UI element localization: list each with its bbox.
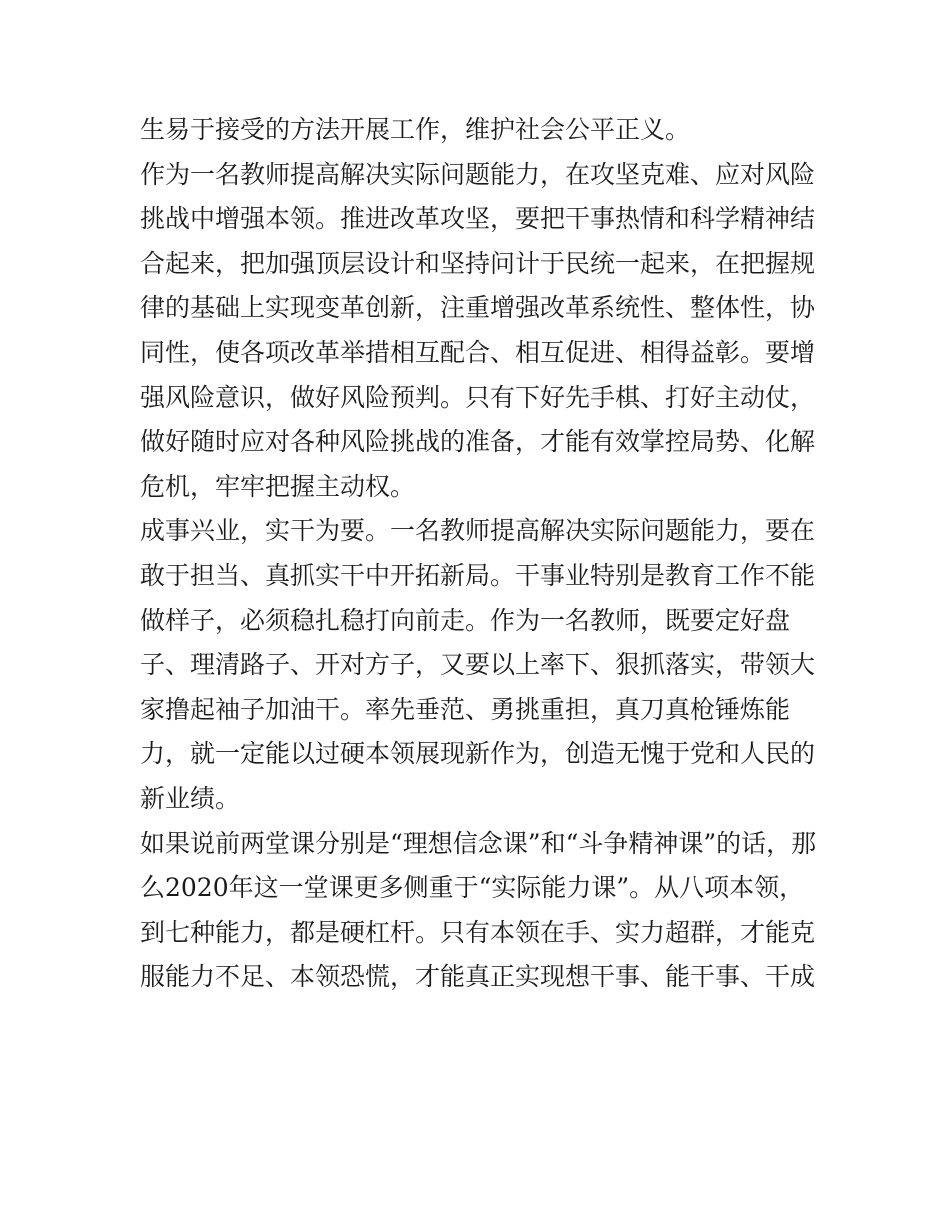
text-line: 生易于接受的方法开展工作，维护社会公平正义。 xyxy=(140,115,691,144)
text-line: 合起来，把加强顶层设计和坚持问计于民统一起来，在把握规 xyxy=(140,248,816,278)
text-line: 作为一名教师提高解决实际问题能力，在攻坚克难、应对风险 xyxy=(140,159,816,189)
paragraph-1 xyxy=(140,108,830,153)
paragraph-3 xyxy=(140,509,830,821)
text-line: 同性，使各项改革举措相互配合、相互促进、相得益彰。要增 xyxy=(140,337,816,367)
text-line: 么2020年这一堂课更多侧重于“实际能力课”。从八项本领， xyxy=(140,873,805,903)
text-line: 危机，牢牢把握主动权。 xyxy=(140,471,416,501)
text-line: 做好随时应对各种风险挑战的准备，才能有效掌控局势、化解 xyxy=(140,427,816,457)
body-text xyxy=(140,108,830,1000)
text-line: 强风险意识，做好风险预判。只有下好先手棋、打好主动仗， xyxy=(140,382,816,412)
text-line: 敢于担当、真抓实干中开拓新局。干事业特别是教育工作不能 xyxy=(140,560,816,590)
text-line: 做样子，必须稳扎稳打向前走。作为一名教师，既要定好盘 xyxy=(140,605,791,635)
text-line: 律的基础上实现变革创新，注重增强改革系统性、整体性，协 xyxy=(140,293,816,323)
text-line: 到七种能力，都是硬杠杆。只有本领在手、实力超群，才能克 xyxy=(140,917,816,947)
text-line: 服能力不足、本领恐慌，才能真正实现想干事、能干事、干成 xyxy=(140,962,816,992)
text-line: 力，就一定能以过硬本领展现新作为，创造无愧于党和人民的 xyxy=(140,739,816,769)
text-line: 如果说前两堂课分别是“理想信念课”和“斗争精神课”的话，那 xyxy=(140,828,817,858)
text-line: 挑战中增强本领。推进改革攻坚，要把干事热情和科学精神结 xyxy=(140,204,816,234)
text-line: 子、理清路子、开对方子，又要以上率下、狠抓落实，带领大 xyxy=(140,650,816,680)
paragraph-2 xyxy=(140,153,830,510)
paragraph-4 xyxy=(140,822,830,1000)
text-line: 新业绩。 xyxy=(140,783,241,813)
text-line: 成事兴业，实干为要。一名教师提高解决实际问题能力，要在 xyxy=(140,516,816,546)
text-line: 家撸起袖子加油干。率先垂范、勇挑重担，真刀真枪锤炼能 xyxy=(140,694,791,724)
